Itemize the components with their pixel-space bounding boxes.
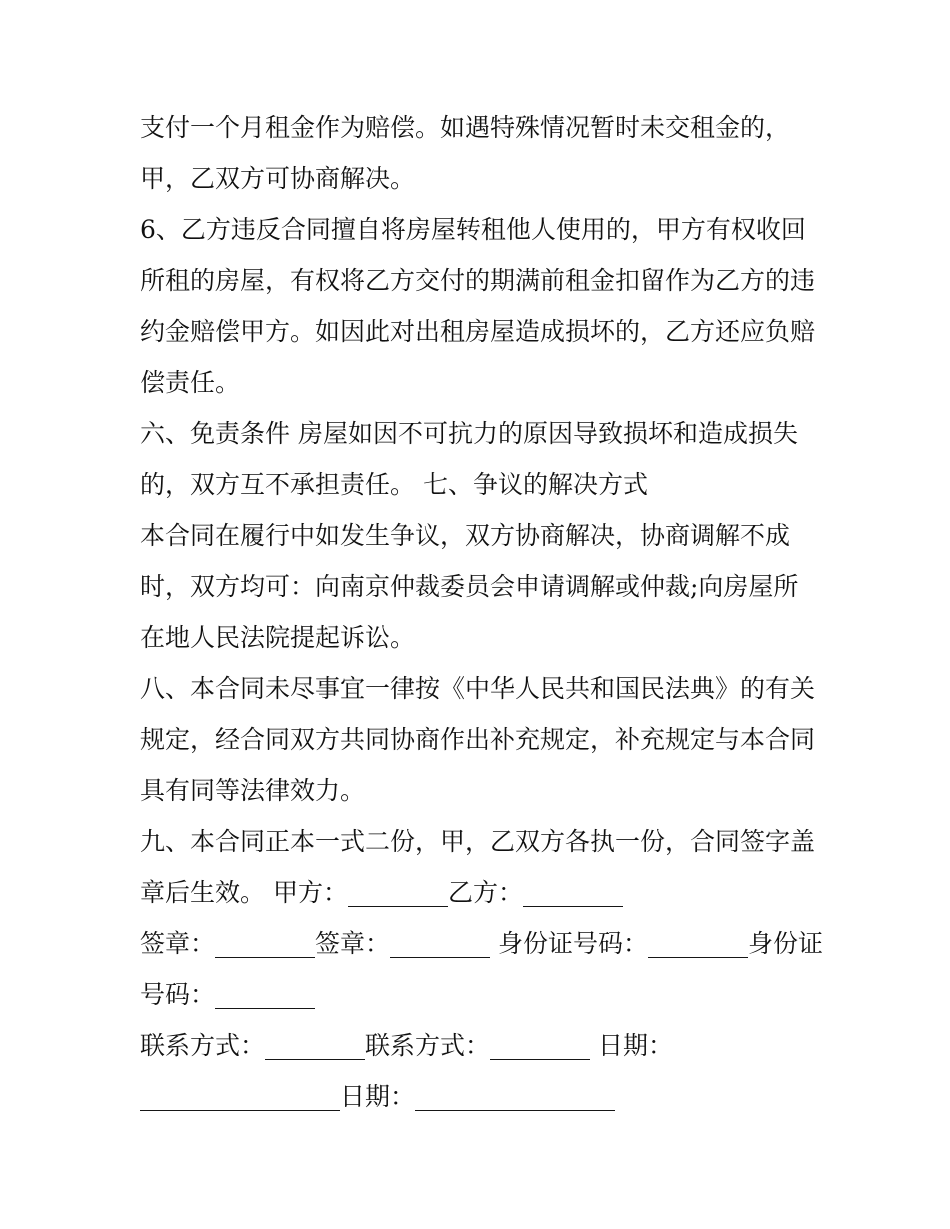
text-line: 甲，乙双方可协商解决。 — [140, 164, 416, 193]
text-line: 具有同等法律效力。 — [140, 776, 366, 805]
text-line: 九、本合同正本一式二份，甲，乙双方各执一份，合同签字盖 — [140, 827, 816, 856]
text-line: 的，双方互不承担责任。 七、争议的解决方式 — [140, 470, 648, 499]
text-line: 六、免责条件 房屋如因不可抗力的原因导致损坏和造成损失 — [140, 419, 798, 448]
text-line: 规定，经合同双方共同协商作出补充规定，补充规定与本合同 — [140, 725, 816, 754]
text-line: 时，双方均可：向南京仲裁委员会申请调解或仲裁;向房屋所 — [140, 572, 799, 601]
text-line: 约金赔偿甲方。如因此对出租房屋造成损坏的，乙方还应负赔 — [140, 317, 816, 346]
text-line: 号码：________ — [140, 980, 316, 1009]
text-line: ________________日期：________________ — [140, 1082, 616, 1111]
text-line: 在地人民法院提起诉讼。 — [140, 623, 416, 652]
text-line: 6、乙方违反合同擅自将房屋转租他人使用的，甲方有权收回 — [140, 215, 806, 244]
text-line: 八、本合同未尽事宜一律按《中华人民共和国民法典》的有关 — [140, 674, 816, 703]
text-line: 偿责任。 — [140, 368, 241, 397]
text-line: 本合同在履行中如发生争议，双方协商解决，协商调解不成 — [140, 521, 791, 550]
text-line: 章后生效。 甲方：________乙方：________ — [140, 878, 623, 907]
text-line: 所租的房屋，有权将乙方交付的期满前租金扣留作为乙方的违 — [140, 266, 816, 295]
text-line: 联系方式：________联系方式：________ 日期： — [140, 1031, 673, 1060]
text-line: 支付一个月租金作为赔偿。如遇特殊情况暂时未交租金的， — [140, 113, 791, 142]
text-line: 签章：________签章：________ 身份证号码：________身份证 — [140, 929, 823, 958]
